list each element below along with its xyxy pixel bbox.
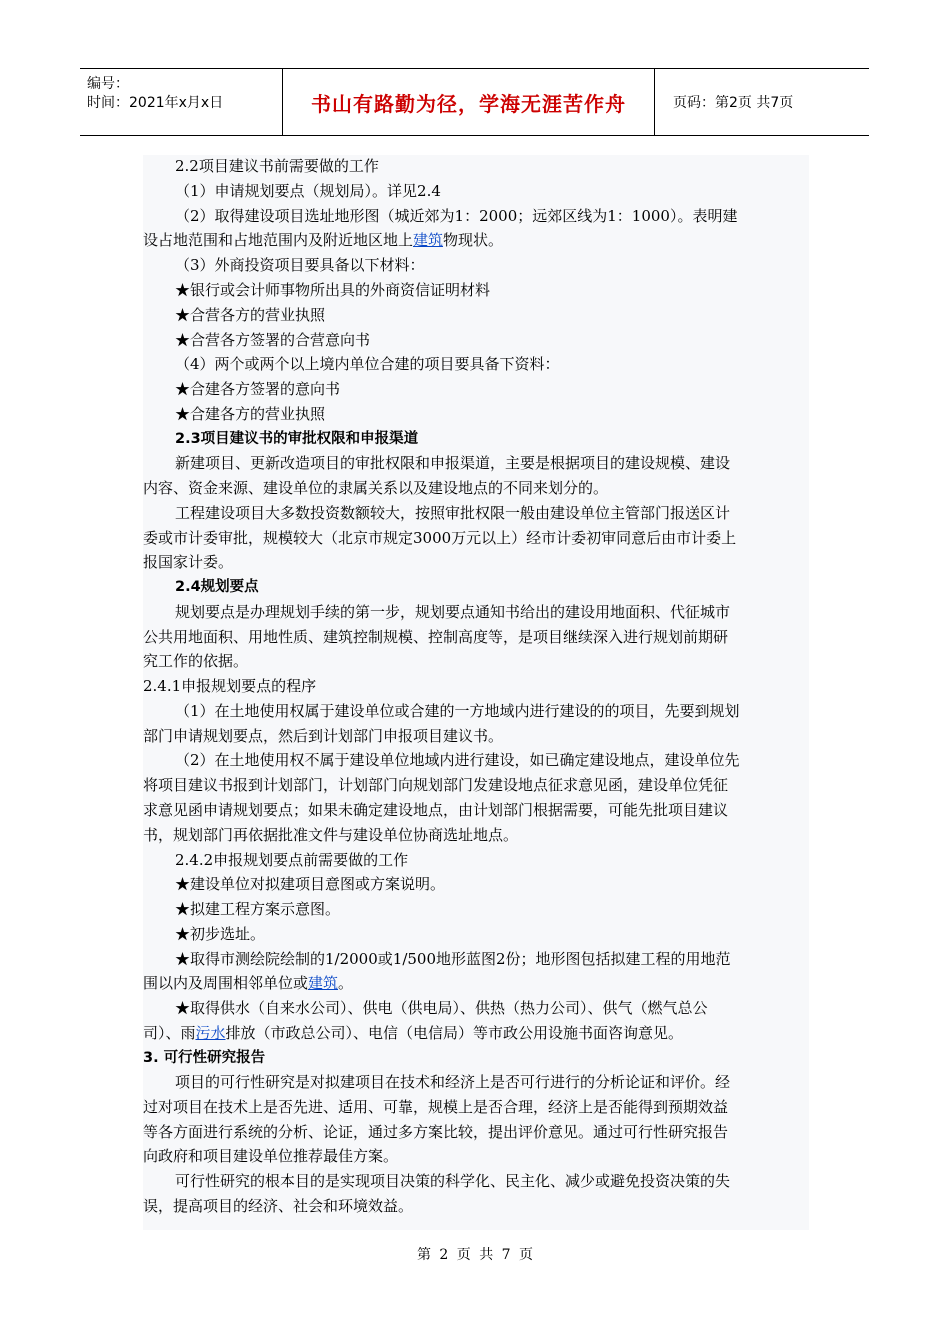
text-run: 误，提高项目的经济、社会和环境效益。 — [143, 1197, 414, 1215]
text-run: ★取得市测绘院绘制的1/2000或1/500地形蓝图2份；地形图包括拟建工程的用地范 — [175, 950, 731, 968]
text-run: 2.4.2申报规划要点前需要做的工作 — [175, 851, 409, 869]
text-line — [143, 1121, 728, 1143]
text-line — [175, 849, 408, 871]
text-line — [143, 1145, 398, 1167]
text-line — [175, 948, 731, 970]
header-page-label — [665, 69, 869, 135]
text-run: 部门申请规划要点，然后到计划部门申报项目建议书。 — [143, 727, 504, 745]
text-line — [143, 650, 248, 672]
header-meta-cell — [80, 69, 283, 135]
page-header — [80, 68, 869, 136]
text-run: 过对项目在技术上是否先进、适用、可靠，规模上是否合理，经济上是否能得到预期效益 — [143, 1098, 729, 1116]
text-line — [175, 378, 340, 400]
text-run: 公共用地面积、用地性质、建筑控制规模、控制高度等，是项目继续深入进行规划前期研 — [143, 628, 729, 646]
header-motto: 书山有路勤为径，学海无涯苦作舟 — [283, 69, 655, 135]
text-line — [143, 1195, 413, 1217]
text-line — [175, 279, 490, 301]
text-line — [143, 477, 608, 499]
text-run: 规划要点是办理规划手续的第一步，规划要点通知书给出的建设用地面积、代征城市 — [175, 603, 731, 621]
text-line — [175, 155, 379, 177]
text-run: ★建设单位对拟建项目意图或方案说明。 — [175, 875, 446, 893]
text-run: （2）取得建设项目选址地形图（城近郊为1：2000；远郊区线为1：1000）。表明建 — [175, 207, 738, 225]
text-line — [143, 527, 736, 549]
text-line — [175, 1071, 730, 1093]
text-line — [143, 799, 728, 821]
text-line — [175, 403, 325, 425]
text-run: （1）在土地使用权属于建设单位或合建的一方地域内进行建设的的项目，先要到规划 — [175, 702, 740, 720]
text-run: ★合营各方的营业执照 — [175, 306, 326, 324]
text-run: （4）两个或两个以上境内单位合建的项目要具备下资料： — [175, 355, 560, 373]
text-run: 报国家计委。 — [143, 553, 234, 571]
text-run: 将项目建议书报到计划部门，计划部门向规划部门发建设地点征求意见函，建设单位凭征 — [143, 776, 729, 794]
text-line — [175, 254, 425, 276]
text-line — [175, 452, 730, 474]
text-line — [175, 304, 325, 326]
page-footer: 第 2 页 共 7 页 — [416, 1247, 534, 1263]
header-time: 时间：2021年x月x日 — [87, 95, 224, 111]
text-run: 内容、资金来源、建设单位的隶属关系以及建设地点的不同来划分的。 — [143, 479, 609, 497]
text-line — [143, 1096, 728, 1118]
text-line — [143, 774, 728, 796]
inline-link[interactable]: 污水 — [195, 1024, 226, 1042]
text-run: 。 — [338, 974, 354, 992]
section-heading — [175, 428, 418, 450]
text-line — [175, 749, 740, 771]
text-line — [175, 180, 441, 202]
text-run: 等各方面进行系统的分析、论证，通过多方案比较，提出评价意见。通过可行性研究报告 — [143, 1123, 729, 1141]
text-run: 设占地范围和占地范围内及附近地区地上 — [143, 231, 414, 249]
text-line — [175, 353, 560, 375]
text-run: 2.3项目建议书的审批权限和申报渠道 — [175, 431, 419, 447]
text-run: ★取得供水（自来水公司）、供电（供电局）、供热（热力公司）、供气（燃气总公 — [175, 999, 708, 1017]
text-line — [175, 601, 730, 623]
text-run: 司）、雨 — [143, 1024, 196, 1042]
text-run: ★合建各方签署的意向书 — [175, 380, 341, 398]
text-line — [175, 898, 340, 920]
section-heading — [175, 576, 259, 598]
text-run: （2）在土地使用权不属于建设单位地域内进行建设，如已确定建设地点，建设单位先 — [175, 751, 740, 769]
text-run: 向政府和项目建设单位推荐最佳方案。 — [143, 1147, 399, 1165]
text-run: 书，规划部门再依据批准文件与建设单位协商选址地点。 — [143, 826, 519, 844]
text-run: 物现状。 — [443, 231, 504, 249]
text-line — [175, 205, 737, 227]
text-run: ★合建各方的营业执照 — [175, 405, 326, 423]
text-run: 2.2项目建议书前需要做的工作 — [175, 157, 379, 175]
text-run: 3. 可行性研究报告 — [143, 1050, 266, 1066]
text-line — [175, 502, 730, 524]
header-page-text: 页码：第2页 共7页 — [673, 95, 794, 111]
text-run: ★初步选址。 — [175, 925, 266, 943]
text-run: 委或市计委审批，规模较大（北京市规定3000万元以上）经市计委初审同意后由市计委上 — [143, 529, 737, 547]
text-line — [143, 824, 518, 846]
text-line — [143, 725, 503, 747]
text-run: ★拟建工程方案示意图。 — [175, 900, 341, 918]
text-line — [175, 873, 445, 895]
section-heading — [143, 1047, 265, 1069]
text-run: （3）外商投资项目要具备以下材料： — [175, 256, 425, 274]
text-line — [143, 1022, 683, 1044]
text-run: 排放（市政总公司）、电信（电信局）等市政公用设施书面咨询意见。 — [225, 1024, 684, 1042]
inline-link[interactable]: 建筑 — [413, 231, 444, 249]
text-run: 工程建设项目大多数投资数额较大，按照审批权限一般由建设单位主管部门报送区计 — [175, 504, 731, 522]
text-run: 可行性研究的根本目的是实现项目决策的科学化、民主化、减少或避免投资决策的失 — [175, 1172, 731, 1190]
text-run: 围以内及周围相邻单位或 — [143, 974, 309, 992]
text-run: （1）申请规划要点（规划局）。详见2.4 — [175, 182, 441, 200]
text-run: 究工作的依据。 — [143, 652, 249, 670]
text-line — [175, 700, 740, 722]
text-line — [143, 229, 503, 251]
document-body — [143, 155, 809, 1230]
text-run: ★银行或会计师事物所出具的外商资信证明材料 — [175, 281, 491, 299]
text-run: 新建项目、更新改造项目的审批权限和申报渠道，主要是根据项目的建设规模、建设 — [175, 454, 731, 472]
text-run: ★合营各方签署的合营意向书 — [175, 331, 371, 349]
text-line — [175, 1170, 730, 1192]
text-line — [175, 329, 370, 351]
text-line — [143, 626, 728, 648]
text-run: 2.4规划要点 — [175, 579, 259, 595]
header-number: 编号： — [87, 76, 129, 92]
text-line — [143, 675, 316, 697]
inline-link[interactable]: 建筑 — [308, 974, 339, 992]
text-line — [143, 972, 353, 994]
text-run: 求意见函申请规划要点；如果未确定建设地点，由计划部门根据需要，可能先批项目建议 — [143, 801, 729, 819]
text-line — [143, 551, 233, 573]
text-run: 项目的可行性研究是对拟建项目在技术和经济上是否可行进行的分析论证和评价。经 — [175, 1073, 731, 1091]
text-line — [175, 997, 708, 1019]
text-line — [175, 923, 265, 945]
text-run: 2.4.1申报规划要点的程序 — [143, 677, 317, 695]
